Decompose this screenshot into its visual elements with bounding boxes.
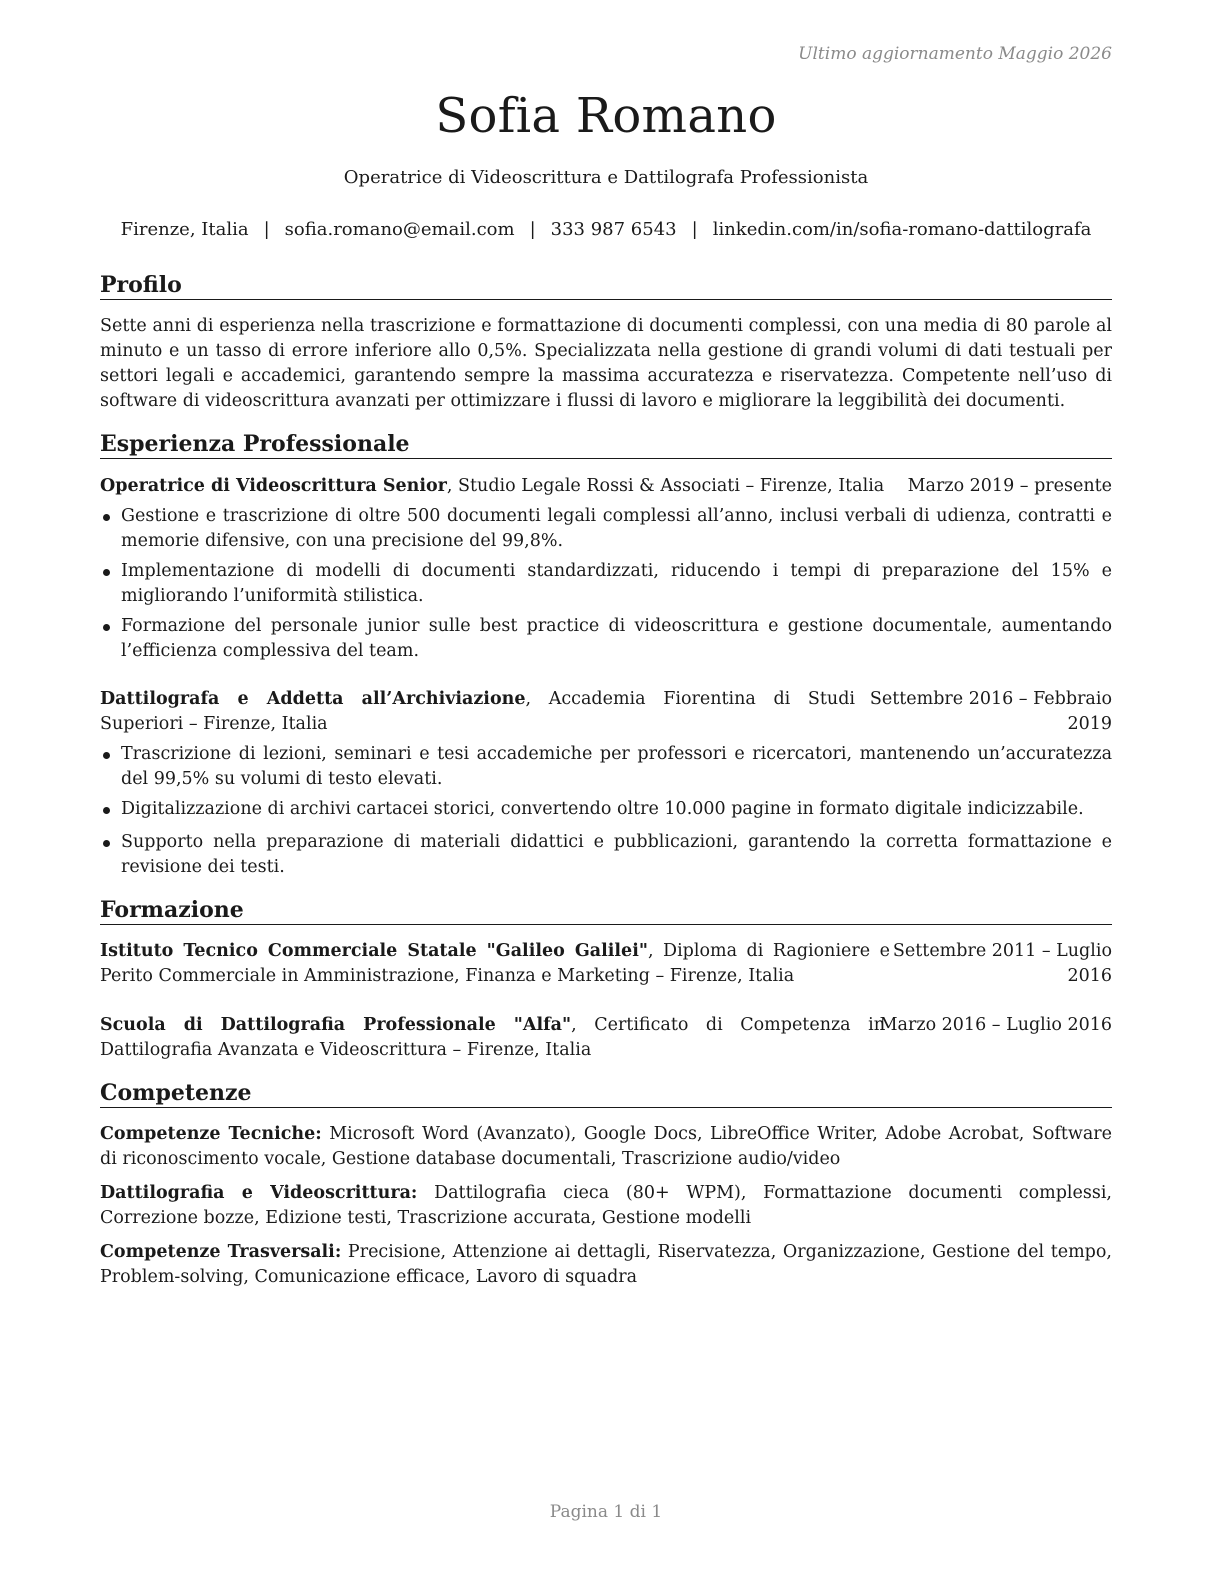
job-role: Dattilografa e Addetta all’Archiviazione bbox=[100, 689, 526, 709]
job-role: Operatrice di Videoscrittura Senior bbox=[100, 476, 447, 496]
bullet-text: Formazione del personale junior sulle best practice di videoscrittura e gestione documentale, aumentando l’efficienza complessiva del team. bbox=[121, 616, 1112, 661]
section-title-education: Formazione bbox=[100, 896, 1112, 925]
candidate-headline: Operatrice di Videoscrittura e Dattilografa Professionista bbox=[343, 167, 869, 188]
contact-line bbox=[100, 219, 1112, 240]
education-detail: , Diploma di Ragioniere e Perito Commerciale in Amministrazione, Finanza e Marketing – Firenze, Italia bbox=[100, 941, 890, 986]
education-dates bbox=[893, 939, 1112, 989]
skill-group-text: Precisione, Attenzione ai dettagli, Riservatezza, Organizzazione, Gestione del tempo, Problem-solving, Comunicazione efficace, Lavoro di squadra bbox=[100, 1242, 1112, 1287]
bullet-text: Trascrizione di lezioni, seminari e tesi accademiche per professori e ricercatori, mantenendo un’accuratezza del 99,5% su volumi di testo elevati. bbox=[121, 744, 1112, 789]
education-title-line bbox=[100, 939, 890, 989]
job-organization: , Accademia Fiorentina di Studi Superiori – Firenze, Italia bbox=[100, 689, 855, 734]
bullet-dot bbox=[103, 624, 110, 631]
contact-separator: | bbox=[263, 219, 270, 240]
list-item bbox=[100, 742, 1112, 792]
list-item bbox=[100, 614, 1112, 664]
job-dates-line2: 2019 bbox=[1067, 714, 1112, 734]
job-title-line bbox=[100, 687, 855, 737]
education-school: Istituto Tecnico Commerciale Statale "Galileo Galilei" bbox=[100, 941, 648, 961]
list-item bbox=[100, 504, 1112, 554]
list-item bbox=[100, 830, 1112, 880]
page-number: Pagina 1 di 1 bbox=[549, 1502, 663, 1522]
education-detail: , Certificato di Competenza in Dattilografia Avanzata e Videoscrittura – Firenze, Italia bbox=[100, 1015, 885, 1060]
candidate-name: Sofia Romano bbox=[435, 88, 777, 144]
section-title-skills: Competenze bbox=[100, 1079, 1112, 1108]
job-header bbox=[100, 474, 1112, 499]
education-dates: Marzo 2016 – Luglio 2016 bbox=[879, 1015, 1112, 1035]
skill-group bbox=[100, 1122, 1112, 1172]
bullet-text: Gestione e trascrizione di oltre 500 documenti legali complessi all’anno, inclusi verbali di udienza, contratti e memorie difensive, con una precisione del 99,8%. bbox=[121, 506, 1112, 551]
education-school: Scuola di Dattilografia Professionale "Alfa" bbox=[100, 1015, 572, 1035]
bullet-dot bbox=[103, 807, 110, 814]
contact-separator: | bbox=[529, 219, 536, 240]
job-title-line bbox=[100, 474, 884, 499]
bullet-text: Digitalizzazione di archivi cartacei storici, convertendo oltre 10.000 pagine in formato digitale indicizzabile. bbox=[121, 799, 1084, 819]
contact-phone[interactable]: 333 987 6543 bbox=[550, 219, 677, 240]
bullet-dot bbox=[103, 514, 110, 521]
education-dates-line1: Settembre 2011 – Luglio bbox=[892, 941, 1112, 961]
job-dates bbox=[870, 687, 1112, 737]
resume-page bbox=[100, 0, 1112, 1584]
section-title-profile: Profilo bbox=[100, 271, 1112, 300]
contact-location: Firenze, Italia bbox=[120, 219, 249, 240]
skill-group-label: Competenze Trasversali: bbox=[100, 1242, 342, 1262]
job-dates: Marzo 2019 – presente bbox=[907, 476, 1112, 496]
list-item bbox=[100, 559, 1112, 609]
education-header bbox=[100, 939, 1112, 989]
job-header bbox=[100, 687, 1112, 737]
bullet-text: Implementazione di modelli di documenti standardizzati, riducendo i tempi di preparazione del 15% e migliorando l’uniformità stilistica. bbox=[121, 561, 1112, 606]
skill-group-text: Microsoft Word (Avanzato), Google Docs, LibreOffice Writer, Adobe Acrobat, Software di riconoscimento vocale, Gestione database documentali, Trascrizione audio/video bbox=[100, 1124, 1112, 1169]
education-dates-line2: 2016 bbox=[1067, 966, 1112, 986]
list-item bbox=[100, 797, 1112, 822]
contact-email[interactable]: sofia.romano@email.com bbox=[284, 219, 515, 240]
bullet-dot bbox=[103, 752, 110, 759]
skill-group-text: Dattilografia cieca (80+ WPM), Formattazione documenti complessi, Correzione bozze, Edizione testi, Trascrizione accurata, Gestione modelli bbox=[100, 1183, 1112, 1228]
skill-group bbox=[100, 1181, 1112, 1231]
job-organization: , Studio Legale Rossi & Associati – Firenze, Italia bbox=[446, 476, 885, 496]
bullet-text: Supporto nella preparazione di materiali didattici e pubblicazioni, garantendo la corretta formattazione e revisione dei testi. bbox=[121, 832, 1112, 877]
education-title-line bbox=[100, 1013, 885, 1063]
profile-summary: Sette anni di esperienza nella trascrizione e formattazione di documenti complessi, con una media di 80 parole al minuto e un tasso di errore inferiore allo 0,5%. Specializzata nella gestione di grandi volumi di dati testuali per settori legali e accademici, garantendo sempre la massima accuratezza e riservatezza. Competente nell’uso di software di videoscrittura avanzati per ottimizzare i flussi di lavoro e migliorare la leggibilità dei documenti. bbox=[100, 316, 1112, 411]
skill-group-label: Dattilografia e Videoscrittura: bbox=[100, 1183, 418, 1203]
job-bullets bbox=[100, 742, 1112, 880]
last-updated: Ultimo aggiornamento Maggio 2026 bbox=[798, 44, 1112, 64]
skill-group-label: Competenze Tecniche: bbox=[100, 1124, 322, 1144]
job-bullets bbox=[100, 504, 1112, 664]
section-title-experience: Esperienza Professionale bbox=[100, 430, 1112, 459]
skill-group bbox=[100, 1240, 1112, 1290]
contact-linkedin[interactable]: linkedin.com/in/sofia-romano-dattilografa bbox=[712, 219, 1092, 240]
education-header bbox=[100, 1013, 1112, 1063]
contact-separator: | bbox=[691, 219, 698, 240]
bullet-dot bbox=[103, 840, 110, 847]
job-dates-line1: Settembre 2016 – Febbraio bbox=[869, 689, 1112, 709]
bullet-dot bbox=[103, 569, 110, 576]
